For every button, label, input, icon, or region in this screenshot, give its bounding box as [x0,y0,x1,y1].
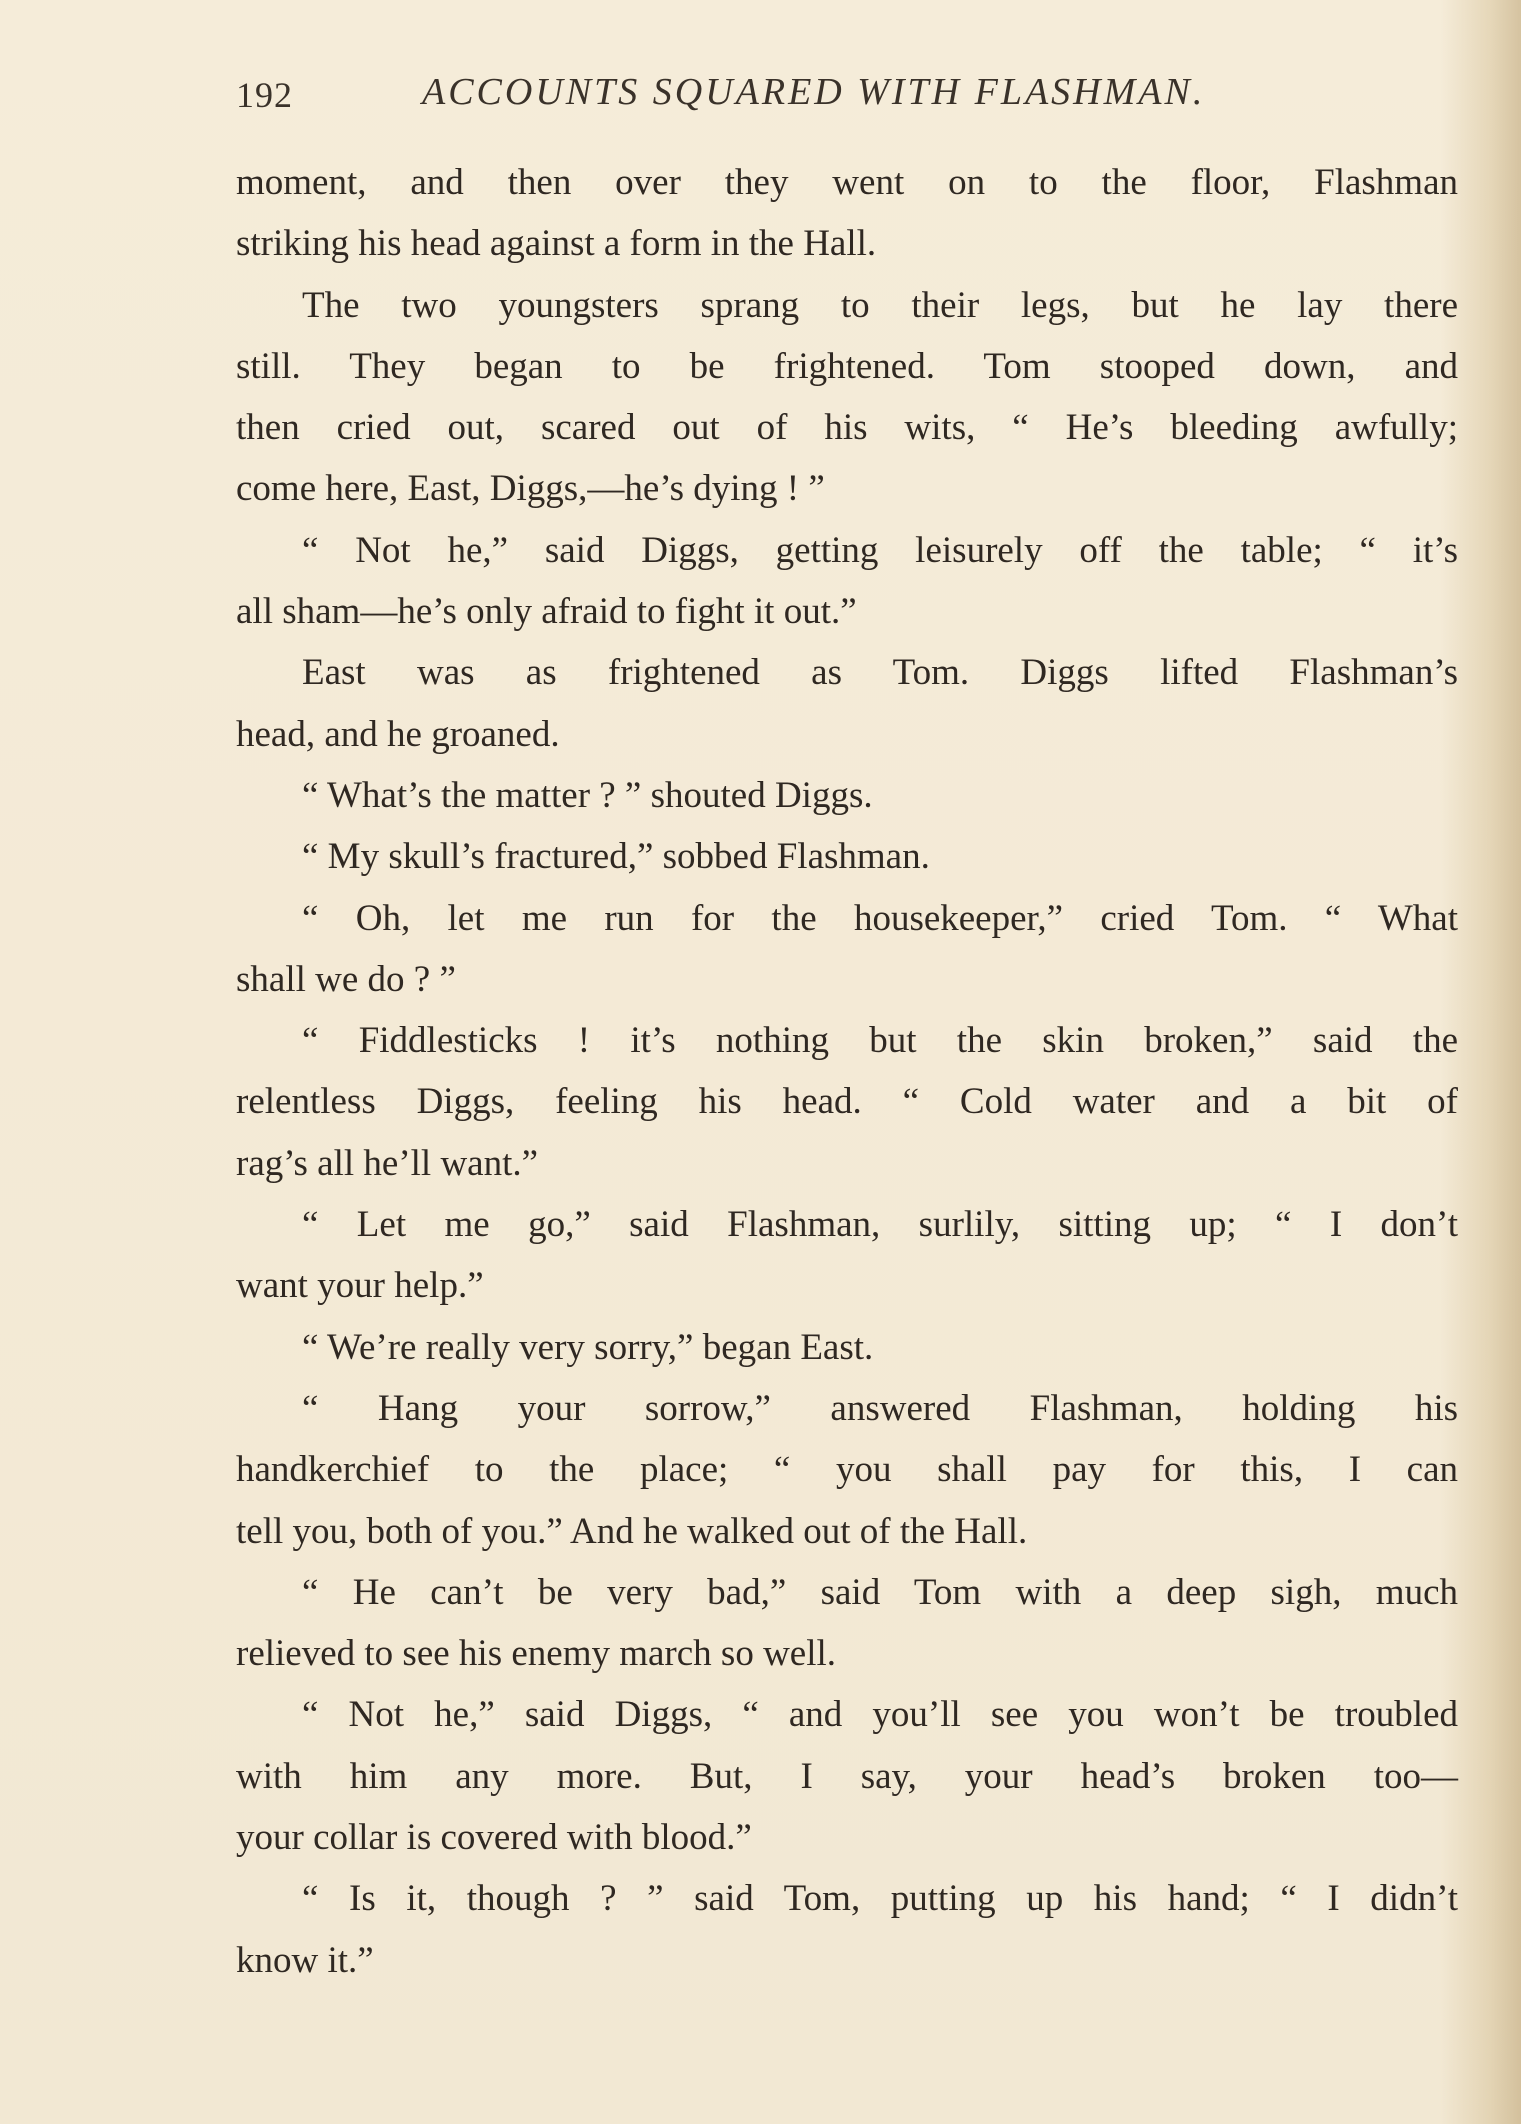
text-line: with him any more. But, I say, your head’s broken too— [236,1755,1458,1797]
text-line: shall we do ? ” [236,958,456,1000]
text-line: still. They began to be frightened. Tom stooped down, and [236,345,1458,387]
text-line: come here, East, Diggs,—he’s dying ! ” [236,468,825,510]
body-text [236,152,1458,1991]
text-line: head, and he groaned. [236,713,560,755]
text-line: “ Hang your sorrow,” answered Flashman, holding his [302,1387,1458,1429]
text-line: “ Not he,” said Diggs, getting leisurely off the table; “ it’s [302,529,1458,571]
text-line: East was as frightened as Tom. Diggs lifted Flashman’s [302,652,1458,694]
text-line: “ He can’t be very bad,” said Tom with a deep sigh, much [302,1571,1458,1613]
page-header [236,70,1282,126]
text-line: all sham—he’s only afraid to fight it out.” [236,591,857,633]
text-line: handkerchief to the place; “ you shall pay for this, I can [236,1449,1458,1491]
text-line: The two youngsters sprang to their legs, but he lay there [302,284,1458,326]
text-line: “ Oh, let me run for the housekeeper,” cried Tom. “ What [302,897,1458,939]
text-line: relieved to see his enemy march so well. [236,1633,837,1675]
text-line: rag’s all he’ll want.” [236,1142,539,1184]
text-line: moment, and then over they went on to the floor, Flashman [236,162,1458,203]
text-line: “ Fiddlesticks ! it’s nothing but the skin broken,” said the [302,1020,1458,1062]
text-line: striking his head against a form in the Hall. [236,223,877,265]
text-line: “ Not he,” said Diggs, “ and you’ll see you won’t be troubled [302,1694,1458,1736]
text-line: “ What’s the matter ? ” shouted Diggs. [302,774,873,816]
text-line: your collar is covered with blood.” [236,1817,752,1859]
text-line: “ Is it, though ? ” said Tom, putting up his hand; “ I didn’t [302,1878,1458,1920]
text-line: “ My skull’s fractured,” sobbed Flashman. [302,836,930,878]
text-line: then cried out, scared out of his wits, “ He’s bleeding awfully; [236,407,1458,449]
text-line: know it.” [236,1939,374,1981]
text-line: want your help.” [236,1265,484,1307]
page-number: 192 [236,75,293,115]
running-head: ACCOUNTS SQUARED WITH FLASHMAN. [422,71,1206,113]
text-line: “ Let me go,” said Flashman, surlily, sitting up; “ I don’t [302,1204,1458,1246]
text-line: “ We’re really very sorry,” began East. [302,1326,874,1368]
text-line: relentless Diggs, feeling his head. “ Cold water and a bit of [236,1081,1458,1123]
text-line: tell you, both of you.” And he walked out of the Hall. [236,1510,1028,1552]
